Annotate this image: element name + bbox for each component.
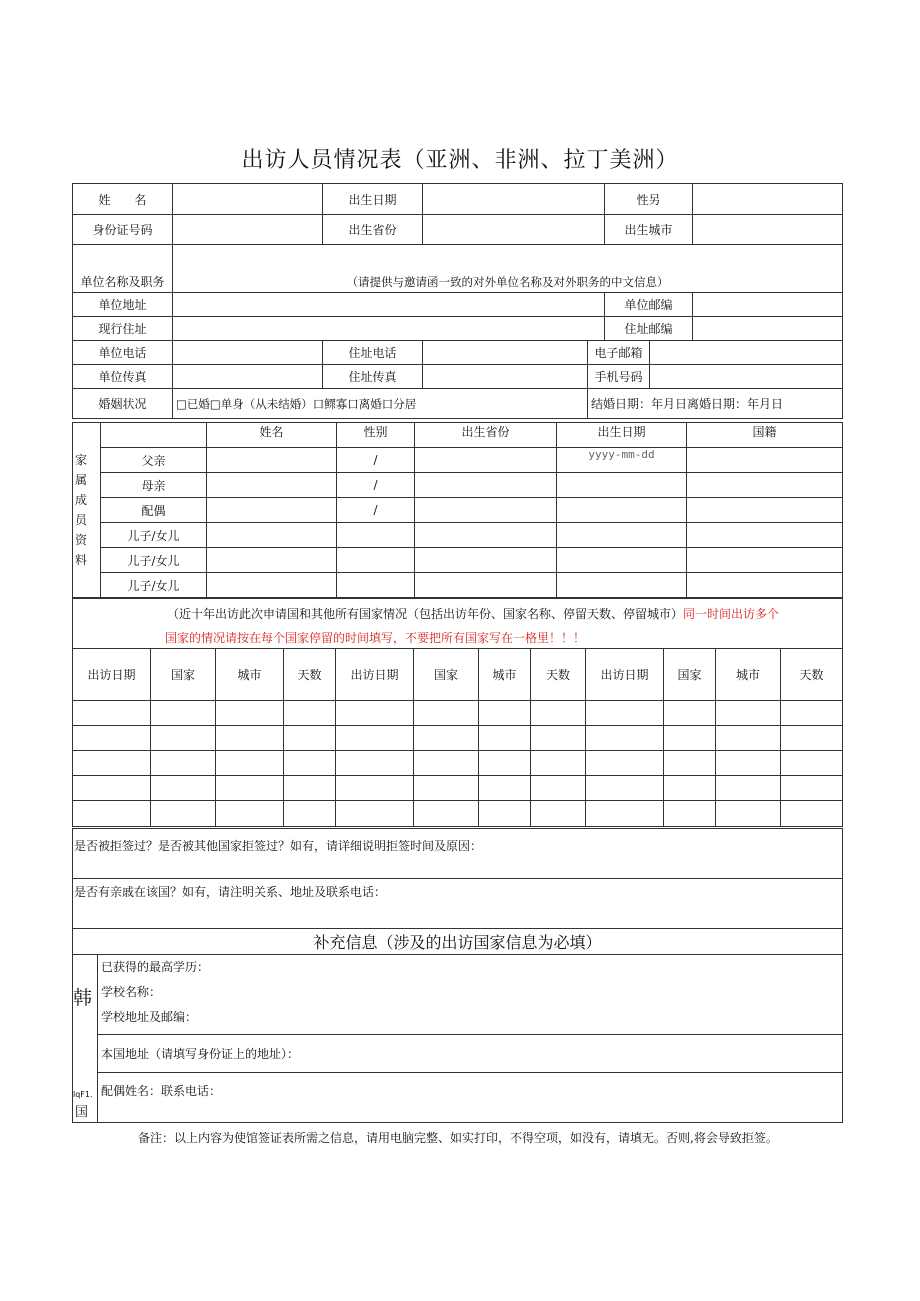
birth-province-label: 出生省份	[323, 215, 423, 245]
travel-cell[interactable]	[664, 726, 716, 751]
travel-cell[interactable]	[716, 726, 781, 751]
family-name-cell[interactable]	[207, 573, 337, 598]
travel-header-date: 出访日期	[336, 649, 414, 701]
home-address-label: 现行住址	[73, 317, 173, 341]
marriage-dates[interactable]: 结婚日期：年月日离婚日期：年月日	[588, 389, 843, 419]
travel-header-country: 国家	[151, 649, 216, 701]
travel-warning-1: 同一时间出访多个	[683, 607, 780, 621]
travel-cell[interactable]	[586, 701, 664, 726]
travel-cell[interactable]	[216, 701, 284, 726]
employer-postcode-field[interactable]	[693, 293, 843, 317]
travel-cell[interactable]	[73, 701, 151, 726]
travel-cell[interactable]	[336, 801, 414, 827]
travel-cell[interactable]	[664, 801, 716, 827]
supplement-side-bottom: 国	[75, 1105, 89, 1120]
travel-cell[interactable]	[336, 701, 414, 726]
travel-cell[interactable]	[781, 701, 843, 726]
employer-label: 单位名称及职务	[73, 245, 173, 293]
employer-postcode-label: 单位邮编	[605, 293, 693, 317]
work-fax-label: 单位传真	[73, 365, 173, 389]
family-province-cell[interactable]	[415, 498, 557, 523]
travel-cell[interactable]	[414, 701, 479, 726]
birth-date-label: 出生日期	[323, 184, 423, 215]
travel-cell[interactable]	[716, 776, 781, 801]
travel-header-city: 城市	[479, 649, 531, 701]
travel-cell[interactable]	[73, 751, 151, 776]
family-province-cell[interactable]	[415, 448, 557, 473]
basic-info-table	[72, 183, 843, 419]
family-nationality-cell[interactable]	[687, 548, 843, 573]
travel-cell[interactable]	[216, 751, 284, 776]
questions-table	[72, 828, 843, 929]
travel-cell[interactable]	[479, 776, 531, 801]
family-side-char: 成	[75, 493, 88, 507]
family-side-char: 资	[75, 533, 88, 547]
work-fax-field[interactable]	[173, 365, 323, 389]
travel-cell[interactable]	[151, 801, 216, 827]
gender-label: 性另	[605, 184, 693, 215]
travel-cell[interactable]	[284, 701, 336, 726]
family-name-cell[interactable]	[207, 523, 337, 548]
travel-cell[interactable]	[216, 776, 284, 801]
family-province-cell[interactable]	[415, 573, 557, 598]
travel-cell[interactable]	[414, 801, 479, 827]
family-side-char: 属	[75, 473, 88, 487]
travel-instruction-text: （近十年出访此次申请国和其他所有国家情况（包括出访年份、国家名称、停留天数、停留城市）	[167, 607, 684, 621]
travel-row	[73, 801, 843, 827]
supplement-side-small: lqF1.	[73, 1090, 93, 1099]
family-header-gender: 性别	[337, 423, 415, 448]
family-name-cell[interactable]	[207, 548, 337, 573]
home-phone-label: 住址电话	[323, 341, 423, 365]
travel-cell[interactable]	[336, 726, 414, 751]
birth-city-label: 出生城市	[605, 215, 693, 245]
employer-address-label: 单位地址	[73, 293, 173, 317]
travel-cell[interactable]	[531, 701, 586, 726]
home-address-field[interactable]	[173, 317, 605, 341]
travel-row	[73, 751, 843, 776]
travel-cell[interactable]	[716, 801, 781, 827]
travel-header-city: 城市	[716, 649, 781, 701]
travel-header-date: 出访日期	[73, 649, 151, 701]
education-label: 已获得的最高学历：	[101, 960, 210, 974]
family-nationality-cell[interactable]	[687, 498, 843, 523]
supplement-table	[72, 928, 843, 1123]
family-province-cell[interactable]	[415, 523, 557, 548]
work-phone-field[interactable]	[173, 341, 323, 365]
family-table	[72, 422, 843, 598]
travel-row	[73, 701, 843, 726]
family-side-char: 员	[75, 513, 88, 527]
family-nationality-cell[interactable]	[687, 523, 843, 548]
travel-header-country: 国家	[414, 649, 479, 701]
travel-header-days: 天数	[781, 649, 843, 701]
birth-date-field[interactable]	[423, 184, 605, 215]
travel-header-date: 出访日期	[586, 649, 664, 701]
family-relation: 儿子/女儿	[101, 523, 207, 548]
travel-cell[interactable]	[151, 776, 216, 801]
home-fax-field[interactable]	[423, 365, 588, 389]
work-phone-label: 单位电话	[73, 341, 173, 365]
travel-cell[interactable]	[531, 726, 586, 751]
travel-cell[interactable]	[479, 751, 531, 776]
family-name-cell[interactable]	[207, 473, 337, 498]
travel-cell[interactable]	[586, 776, 664, 801]
travel-cell[interactable]	[151, 751, 216, 776]
travel-cell[interactable]	[284, 751, 336, 776]
family-province-cell[interactable]	[415, 548, 557, 573]
mobile-field[interactable]	[650, 365, 843, 389]
travel-cell[interactable]	[586, 801, 664, 827]
family-gender-cell[interactable]: /	[337, 498, 415, 523]
travel-cell[interactable]	[216, 726, 284, 751]
travel-cell[interactable]	[531, 801, 586, 827]
travel-cell[interactable]	[479, 726, 531, 751]
family-side-char: 家	[75, 453, 88, 467]
family-name-cell[interactable]	[207, 448, 337, 473]
travel-cell[interactable]	[414, 726, 479, 751]
travel-header-days: 天数	[284, 649, 336, 701]
travel-cell[interactable]	[586, 726, 664, 751]
gender-field[interactable]	[693, 184, 843, 215]
family-nationality-cell[interactable]	[687, 473, 843, 498]
family-header-birth-date: 出生日期	[557, 423, 687, 448]
travel-cell[interactable]	[716, 751, 781, 776]
family-gender-cell[interactable]	[337, 573, 415, 598]
family-province-cell[interactable]	[415, 473, 557, 498]
family-nationality-cell[interactable]	[687, 573, 843, 598]
travel-cell[interactable]	[73, 801, 151, 827]
marital-label: 婚姻状况	[73, 389, 173, 419]
employer-address-field[interactable]	[173, 293, 605, 317]
family-relation: 儿子/女儿	[101, 548, 207, 573]
travel-cell[interactable]	[664, 776, 716, 801]
travel-cell[interactable]	[151, 701, 216, 726]
family-header-province: 出生省份	[415, 423, 557, 448]
travel-row	[73, 776, 843, 801]
mobile-label: 手机号码	[588, 365, 650, 389]
travel-warning-2: 国家的情况请按在每个国家停留的时间填写，不要把所有国家写在一格里！！！	[165, 631, 586, 645]
family-birth-date-cell[interactable]	[557, 523, 687, 548]
travel-cell[interactable]	[284, 726, 336, 751]
travel-cell[interactable]	[479, 701, 531, 726]
home-country-address[interactable]: 本国地址（请填写身份证上的地址）：	[98, 1035, 843, 1073]
supplement-side-label	[73, 955, 98, 1123]
relatives-question[interactable]: 是否有亲戚在该国？如有，请注明关系、地址及联系电话：	[73, 879, 843, 929]
supplement-side-big: 韩	[73, 987, 93, 1009]
employer-hint: （请提供与邀请函一致的对外单位名称及对外职务的中文信息）	[173, 245, 843, 293]
family-birth-date-cell[interactable]	[557, 498, 687, 523]
travel-cell[interactable]	[664, 751, 716, 776]
travel-cell[interactable]	[716, 701, 781, 726]
travel-row	[73, 726, 843, 751]
travel-cell[interactable]	[479, 801, 531, 827]
travel-cell[interactable]	[336, 776, 414, 801]
school-address-label: 学校地址及邮编：	[101, 1010, 198, 1024]
travel-cell[interactable]	[284, 776, 336, 801]
home-fax-label: 住址传真	[323, 365, 423, 389]
travel-header-days: 天数	[531, 649, 586, 701]
family-side-char: 料	[75, 553, 88, 567]
home-postcode-label: 住址邮编	[605, 317, 693, 341]
id-field[interactable]	[173, 215, 323, 245]
travel-cell[interactable]	[284, 801, 336, 827]
marital-options[interactable]: □已婚□单身（从未结婚）口鳏寡口离婚口分居	[173, 389, 588, 419]
family-relation: 配偶	[101, 498, 207, 523]
school-name-label: 学校名称：	[101, 985, 162, 999]
travel-header-city: 城市	[216, 649, 284, 701]
family-birth-date-cell[interactable]	[557, 573, 687, 598]
travel-cell[interactable]	[73, 726, 151, 751]
family-name-cell[interactable]	[207, 498, 337, 523]
name-field[interactable]	[173, 184, 323, 215]
birth-province-field[interactable]	[423, 215, 605, 245]
id-label: 身份证号码	[73, 215, 173, 245]
family-relation: 儿子/女儿	[101, 573, 207, 598]
page-title: 出访人员情况表（亚洲、非洲、拉丁美洲）	[241, 148, 679, 173]
supplement-title: 补充信息（涉及的出访国家信息为必填）	[73, 929, 843, 955]
travel-cell[interactable]	[414, 776, 479, 801]
family-gender-cell[interactable]: /	[337, 448, 415, 473]
family-gender-cell[interactable]	[337, 523, 415, 548]
home-postcode-field[interactable]	[693, 317, 843, 341]
travel-cell[interactable]	[781, 751, 843, 776]
family-birth-date-cell[interactable]: yyyy-mm-dd	[557, 448, 687, 473]
travel-cell[interactable]	[781, 801, 843, 827]
family-header-name: 姓名	[207, 423, 337, 448]
travel-cell[interactable]	[781, 776, 843, 801]
travel-cell[interactable]	[73, 776, 151, 801]
family-birth-date-cell[interactable]	[557, 548, 687, 573]
travel-cell[interactable]	[586, 751, 664, 776]
travel-cell[interactable]	[336, 751, 414, 776]
family-nationality-cell[interactable]	[687, 448, 843, 473]
family-gender-cell[interactable]	[337, 548, 415, 573]
travel-cell[interactable]	[531, 751, 586, 776]
travel-cell[interactable]	[414, 751, 479, 776]
footnote: 备注：以上内容为使馆签证表所需之信息，请用电脑完整、如实打印，不得空项，如没有，请填无。否则,将会导致拒签。	[138, 1131, 778, 1145]
family-birth-date-cell[interactable]	[557, 473, 687, 498]
travel-cell[interactable]	[216, 801, 284, 827]
family-header-nationality: 国籍	[687, 423, 843, 448]
family-header-blank	[101, 423, 207, 448]
birth-city-field[interactable]	[693, 215, 843, 245]
family-side-label	[73, 423, 101, 598]
travel-cell[interactable]	[781, 726, 843, 751]
refusal-question[interactable]: 是否被拒签过？是否被其他国家拒签过？如有，请详细说明拒签时间及原因：	[73, 829, 843, 879]
spouse-contact[interactable]: 配偶姓名：联系电话：	[98, 1073, 843, 1123]
family-gender-cell[interactable]: /	[337, 473, 415, 498]
travel-cell[interactable]	[151, 726, 216, 751]
home-phone-field[interactable]	[423, 341, 588, 365]
travel-header-country: 国家	[664, 649, 716, 701]
name-label: 姓 名	[73, 184, 173, 215]
travel-cell[interactable]	[531, 776, 586, 801]
family-relation: 母亲	[101, 473, 207, 498]
email-field[interactable]	[650, 341, 843, 365]
email-label: 电子邮箱	[588, 341, 650, 365]
education-block[interactable]	[98, 955, 843, 1035]
family-relation: 父亲	[101, 448, 207, 473]
travel-cell[interactable]	[664, 701, 716, 726]
